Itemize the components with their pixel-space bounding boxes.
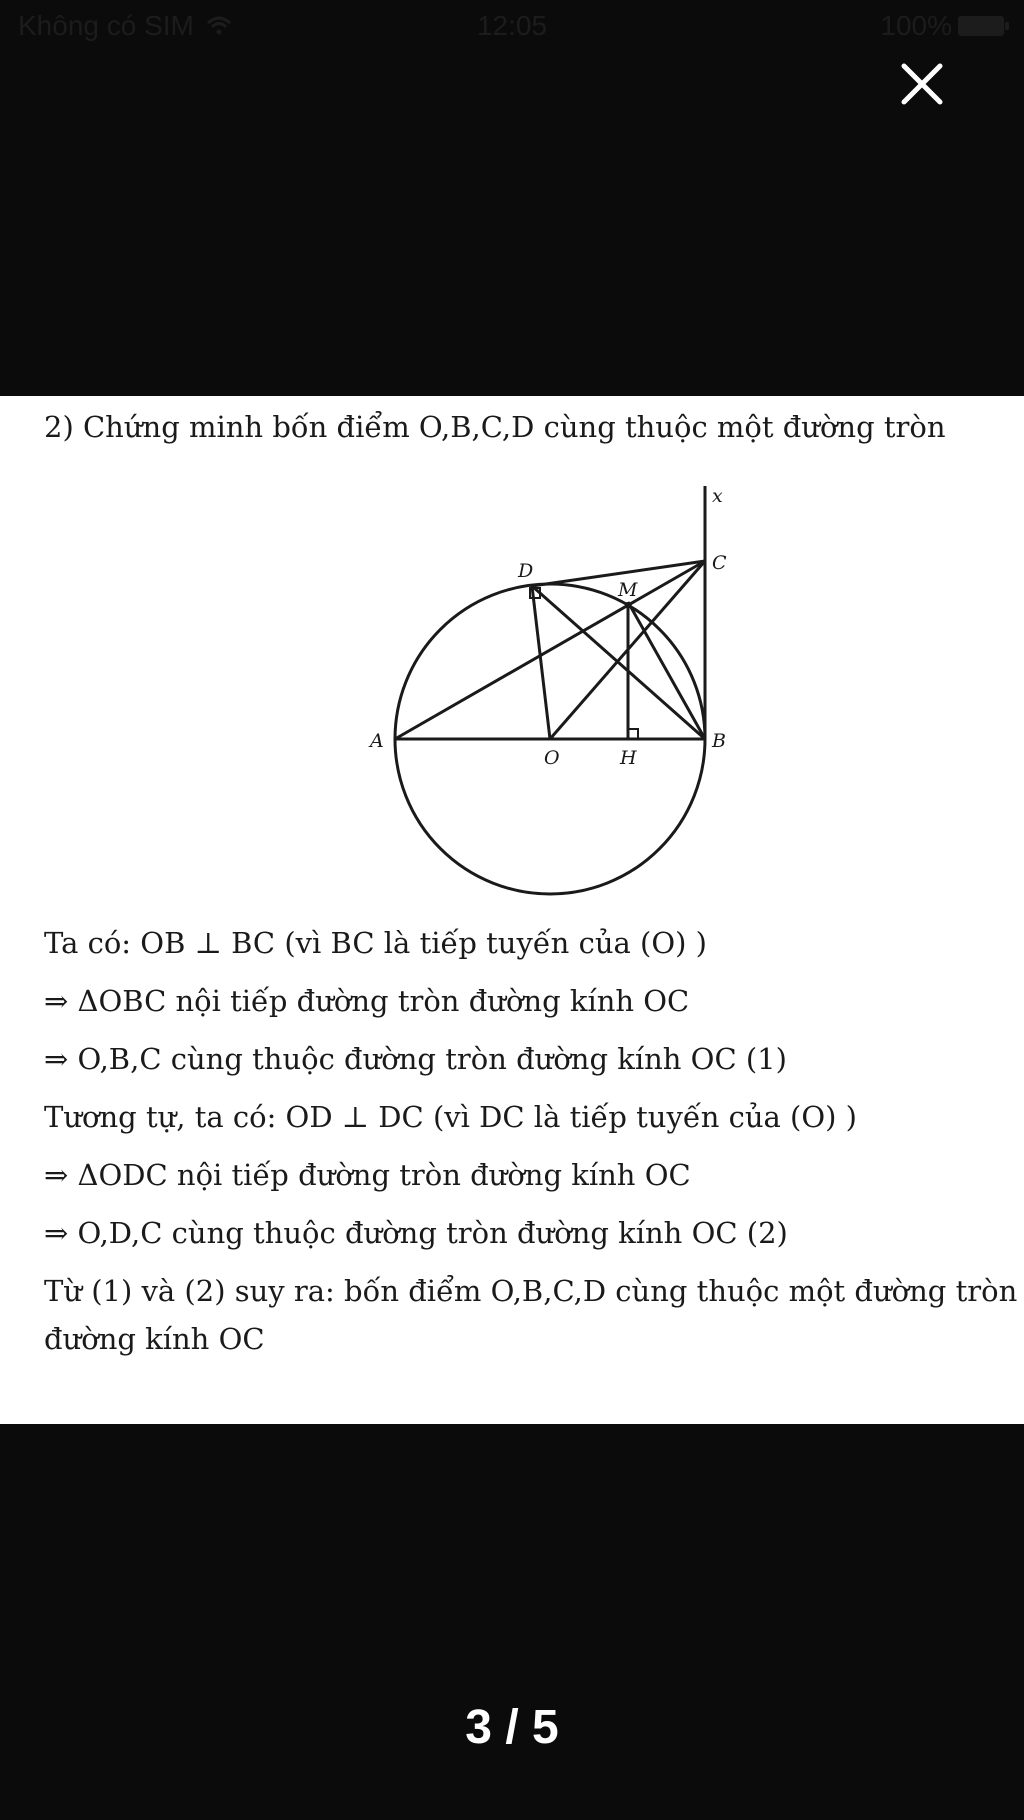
page-counter: 3 / 5	[465, 1701, 559, 1754]
proof-line: ⇒ ΔOBC nội tiếp đường tròn đường kính OC	[44, 984, 690, 1018]
label-c: C	[712, 552, 727, 574]
close-icon	[890, 52, 954, 116]
status-bar	[0, 0, 1024, 52]
label-a: A	[370, 730, 384, 752]
geometry-figure	[360, 476, 727, 906]
proof-line: Từ (1) và (2) suy ra: bốn điểm O,B,C,D cùng thuộc một đường tròn	[44, 1274, 1018, 1308]
close-button[interactable]	[890, 52, 954, 116]
label-m: M	[618, 579, 638, 601]
segment-ac	[395, 561, 705, 739]
label-x: x	[712, 485, 723, 507]
label-h: H	[620, 747, 637, 769]
label-d: D	[518, 560, 534, 582]
label-o: O	[544, 747, 560, 769]
battery-percent: 100%	[880, 10, 952, 41]
proof-line: Tương tự, ta có: OD ⊥ DC (vì DC là tiếp tuyến của (O) )	[44, 1100, 857, 1134]
doc-heading: 2) Chứng minh bốn điểm O,B,C,D cùng thuộc một đường tròn	[44, 410, 946, 444]
battery-indicator	[880, 10, 1004, 42]
carrier-label: Không có SIM	[18, 10, 194, 41]
segment-mb	[628, 602, 705, 739]
proof-line: ⇒ ΔODC nội tiếp đường tròn đường kính OC	[44, 1158, 691, 1192]
proof-line: ⇒ O,D,C cùng thuộc đường tròn đường kính OC (2)	[44, 1216, 788, 1250]
clock: 12:05	[476, 10, 548, 41]
proof-line: Ta có: OB ⊥ BC (vì BC là tiếp tuyến của (O) )	[44, 926, 707, 960]
segment-od	[532, 586, 550, 739]
battery-icon	[958, 16, 1004, 36]
proof-line: đường kính OC	[44, 1322, 265, 1356]
label-b: B	[712, 730, 726, 752]
proof-line: ⇒ O,B,C cùng thuộc đường tròn đường kính OC (1)	[44, 1042, 787, 1076]
